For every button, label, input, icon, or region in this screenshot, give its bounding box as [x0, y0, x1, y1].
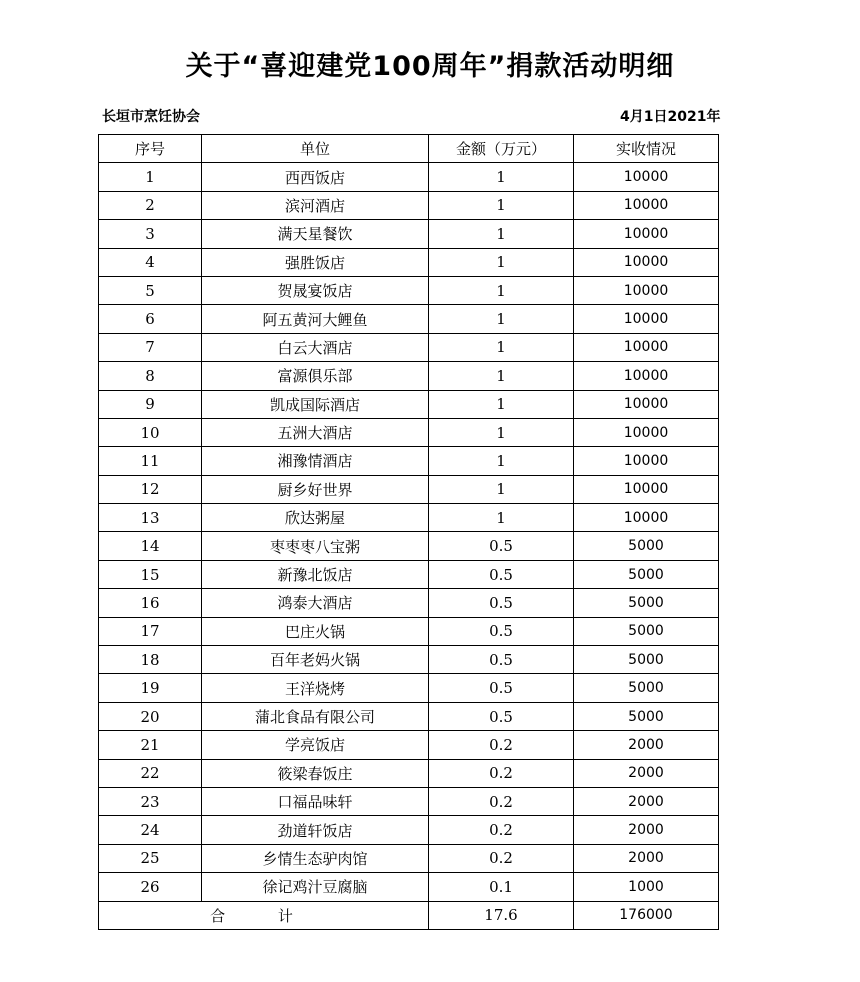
cell-unit: 蒲北食品有限公司	[202, 702, 429, 730]
table-row	[99, 787, 719, 815]
table-row	[99, 844, 719, 872]
total-amount: 17.6	[429, 901, 574, 929]
table-header-row	[99, 135, 719, 163]
cell-no: 23	[99, 787, 202, 815]
cell-amount: 1	[429, 390, 574, 418]
cell-received: 5000	[574, 674, 719, 702]
cell-amount: 0.2	[429, 816, 574, 844]
cell-received: 1000	[574, 873, 719, 901]
cell-received: 5000	[574, 646, 719, 674]
cell-unit: 白云大酒店	[202, 333, 429, 361]
cell-received: 5000	[574, 532, 719, 560]
table-row	[99, 816, 719, 844]
cell-unit: 西西饭店	[202, 163, 429, 191]
cell-no: 17	[99, 617, 202, 645]
cell-received: 10000	[574, 248, 719, 276]
cell-no: 19	[99, 674, 202, 702]
cell-unit: 富源俱乐部	[202, 362, 429, 390]
cell-unit: 乡情生态驴肉馆	[202, 844, 429, 872]
header-unit: 单位	[202, 135, 429, 163]
table-row	[99, 759, 719, 787]
cell-amount: 0.2	[429, 844, 574, 872]
table-row	[99, 589, 719, 617]
cell-received: 10000	[574, 220, 719, 248]
cell-amount: 1	[429, 447, 574, 475]
cell-received: 5000	[574, 617, 719, 645]
table-row	[99, 333, 719, 361]
cell-received: 10000	[574, 475, 719, 503]
cell-amount: 1	[429, 305, 574, 333]
table-row	[99, 447, 719, 475]
cell-received: 2000	[574, 759, 719, 787]
cell-no: 2	[99, 191, 202, 219]
cell-no: 18	[99, 646, 202, 674]
cell-unit: 欣达粥屋	[202, 504, 429, 532]
cell-amount: 1	[429, 163, 574, 191]
cell-unit: 王洋烧烤	[202, 674, 429, 702]
cell-no: 11	[99, 447, 202, 475]
cell-received: 10000	[574, 504, 719, 532]
table-row	[99, 617, 719, 645]
cell-no: 26	[99, 873, 202, 901]
table-row	[99, 220, 719, 248]
cell-no: 1	[99, 163, 202, 191]
cell-no: 3	[99, 220, 202, 248]
cell-received: 10000	[574, 447, 719, 475]
header-no: 序号	[99, 135, 202, 163]
cell-received: 10000	[574, 418, 719, 446]
cell-received: 10000	[574, 305, 719, 333]
cell-received: 10000	[574, 163, 719, 191]
cell-received: 10000	[574, 191, 719, 219]
cell-no: 7	[99, 333, 202, 361]
cell-no: 9	[99, 390, 202, 418]
table-row	[99, 504, 719, 532]
cell-unit: 百年老妈火锅	[202, 646, 429, 674]
organization-name: 长垣市烹饪协会	[102, 109, 200, 125]
cell-amount: 1	[429, 475, 574, 503]
cell-amount: 0.2	[429, 731, 574, 759]
cell-unit: 湘豫情酒店	[202, 447, 429, 475]
cell-received: 2000	[574, 731, 719, 759]
cell-unit: 新豫北饭店	[202, 560, 429, 588]
cell-unit: 学亮饭店	[202, 731, 429, 759]
table-row	[99, 731, 719, 759]
cell-unit: 贺晟宴饭店	[202, 276, 429, 304]
cell-amount: 0.5	[429, 674, 574, 702]
cell-amount: 0.5	[429, 589, 574, 617]
cell-no: 14	[99, 532, 202, 560]
table-body	[99, 163, 719, 901]
cell-no: 20	[99, 702, 202, 730]
cell-received: 10000	[574, 390, 719, 418]
cell-unit: 枣枣枣八宝粥	[202, 532, 429, 560]
table-row	[99, 276, 719, 304]
cell-amount: 1	[429, 418, 574, 446]
cell-received: 5000	[574, 702, 719, 730]
cell-received: 2000	[574, 787, 719, 815]
table-row	[99, 702, 719, 730]
cell-unit: 鸿泰大酒店	[202, 589, 429, 617]
cell-no: 6	[99, 305, 202, 333]
table-row	[99, 248, 719, 276]
cell-amount: 0.5	[429, 702, 574, 730]
cell-unit: 滨河酒店	[202, 191, 429, 219]
table-row	[99, 418, 719, 446]
cell-unit: 巴庄火锅	[202, 617, 429, 645]
cell-no: 13	[99, 504, 202, 532]
cell-no: 4	[99, 248, 202, 276]
cell-amount: 0.5	[429, 617, 574, 645]
cell-received: 5000	[574, 589, 719, 617]
cell-unit: 厨乡好世界	[202, 475, 429, 503]
cell-unit: 凯成国际酒店	[202, 390, 429, 418]
table-row	[99, 532, 719, 560]
cell-no: 5	[99, 276, 202, 304]
cell-no: 24	[99, 816, 202, 844]
cell-amount: 1	[429, 333, 574, 361]
cell-received: 10000	[574, 362, 719, 390]
cell-unit: 口福品味轩	[202, 787, 429, 815]
cell-amount: 1	[429, 276, 574, 304]
header-amount: 金额（万元）	[429, 135, 574, 163]
cell-amount: 0.2	[429, 759, 574, 787]
cell-no: 25	[99, 844, 202, 872]
cell-unit: 强胜饭店	[202, 248, 429, 276]
cell-unit: 满天星餐饮	[202, 220, 429, 248]
total-label: 合 计	[99, 901, 429, 929]
table-row	[99, 191, 719, 219]
cell-no: 21	[99, 731, 202, 759]
table-row	[99, 873, 719, 901]
cell-amount: 1	[429, 191, 574, 219]
cell-received: 10000	[574, 333, 719, 361]
cell-no: 8	[99, 362, 202, 390]
cell-amount: 0.5	[429, 646, 574, 674]
cell-no: 22	[99, 759, 202, 787]
donation-table	[98, 134, 719, 930]
cell-amount: 0.5	[429, 532, 574, 560]
table-row	[99, 674, 719, 702]
document-date: 4月1日2021年	[620, 109, 721, 125]
cell-unit: 五洲大酒店	[202, 418, 429, 446]
cell-no: 15	[99, 560, 202, 588]
table-row	[99, 390, 719, 418]
cell-amount: 1	[429, 248, 574, 276]
cell-received: 2000	[574, 844, 719, 872]
cell-no: 16	[99, 589, 202, 617]
cell-unit: 筱梁春饭庄	[202, 759, 429, 787]
table-row	[99, 163, 719, 191]
page-title: 关于“喜迎建党100周年”捐款活动明细	[185, 51, 675, 82]
cell-amount: 0.5	[429, 560, 574, 588]
table-row	[99, 560, 719, 588]
cell-amount: 0.1	[429, 873, 574, 901]
cell-amount: 1	[429, 362, 574, 390]
header-received: 实收情况	[574, 135, 719, 163]
table-row	[99, 362, 719, 390]
table-row	[99, 475, 719, 503]
total-received: 176000	[574, 901, 719, 929]
table-row	[99, 646, 719, 674]
cell-amount: 1	[429, 220, 574, 248]
cell-amount: 1	[429, 504, 574, 532]
cell-no: 12	[99, 475, 202, 503]
cell-unit: 劲道轩饭店	[202, 816, 429, 844]
table-row	[99, 305, 719, 333]
cell-received: 2000	[574, 816, 719, 844]
cell-unit: 阿五黄河大鲤鱼	[202, 305, 429, 333]
cell-received: 5000	[574, 560, 719, 588]
cell-amount: 0.2	[429, 787, 574, 815]
total-row	[99, 901, 719, 929]
cell-unit: 徐记鸡汁豆腐脑	[202, 873, 429, 901]
cell-received: 10000	[574, 276, 719, 304]
cell-no: 10	[99, 418, 202, 446]
